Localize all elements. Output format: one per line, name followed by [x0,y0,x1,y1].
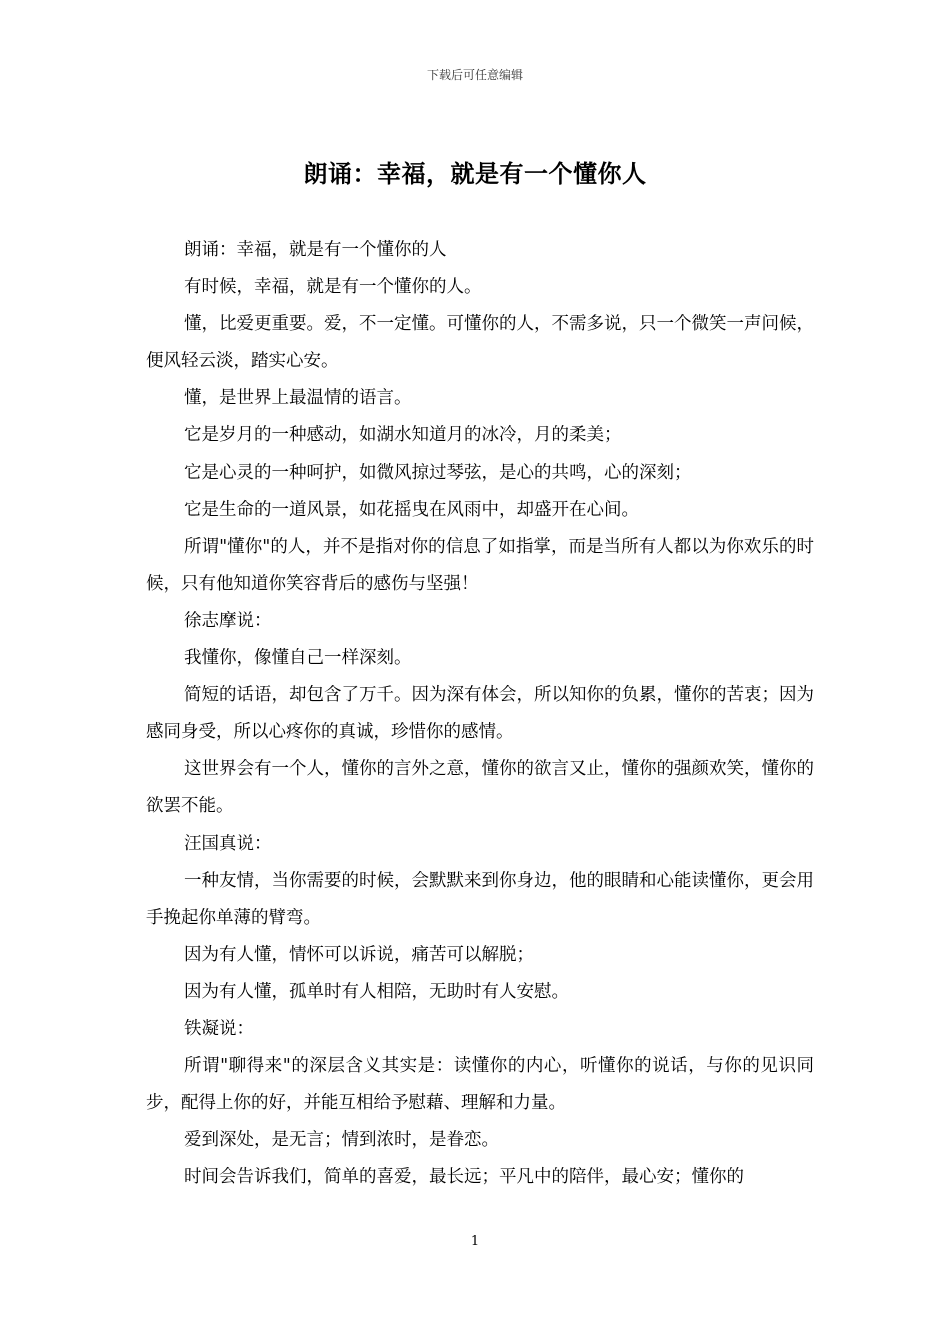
paragraph: 这世界会有一个人，懂你的言外之意，懂你的欲言又止，懂你的强颜欢笑，懂你的欲罢不能。 [146,759,814,817]
paragraph: 因为有人懂，孤单时有人相陪，无助时有人安慰。 [184,981,569,1002]
page-header-note: 下载后可任意编辑 [426,68,523,82]
paragraph: 简短的话语，却包含了万千。因为深有体会，所以知你的负累，懂你的苦衷；因为感同身受，所以心疼你的真诚，珍惜你的感情。 [146,685,814,743]
page-number: 1 [470,1234,480,1249]
paragraph: 一种友情，当你需要的时候，会默默来到你身边，他的眼睛和心能读懂你，更会用手挽起你单薄的臂弯。 [146,870,814,928]
paragraph: 它是岁月的一种感动，如湖水知道月的冰冷，月的柔美； [184,425,622,446]
paragraph: 因为有人懂，情怀可以诉说，痛苦可以解脱； [184,944,534,965]
paragraph: 汪国真说： [184,833,272,854]
document-title: 朗诵：幸福，就是有一个懂你人 [303,159,647,188]
paragraph: 时间会告诉我们，简单的喜爱，最长远；平凡中的陪伴，最心安；懂你的 [184,1167,744,1188]
paragraph: 懂，是世界上最温情的语言。 [184,388,412,409]
document-body [146,232,814,1196]
paragraph: 徐志摩说： [184,610,272,631]
paragraph: 它是生命的一道风景，如花摇曳在风雨中，却盛开在心间。 [184,499,639,520]
paragraph: 所谓"懂你"的人，并不是指对你的信息了如指掌，而是当所有人都以为你欢乐的时候，只有他知道你笑容背后的感伤与坚强！ [146,536,814,594]
paragraph: 它是心灵的一种呵护，如微风掠过琴弦，是心的共鸣，心的深刻； [184,462,692,483]
paragraph: 懂，比爱更重要。爱，不一定懂。可懂你的人，不需多说，只一个微笑一声问候，便风轻云淡，踏实心安。 [146,314,814,372]
paragraph: 我懂你，像懂自己一样深刻。 [184,648,412,669]
paragraph: 所谓"聊得来"的深层含义其实是：读懂你的内心，听懂你的说话，与你的见识同步，配得上你的好，并能互相给予慰藉、理解和力量。 [146,1056,814,1114]
paragraph: 有时候，幸福，就是有一个懂你的人。 [184,277,482,298]
paragraph: 朗诵：幸福，就是有一个懂你的人 [184,240,447,260]
paragraph: 爱到深处，是无言；情到浓时，是眷恋。 [184,1130,499,1151]
paragraph: 铁凝说： [184,1018,254,1039]
